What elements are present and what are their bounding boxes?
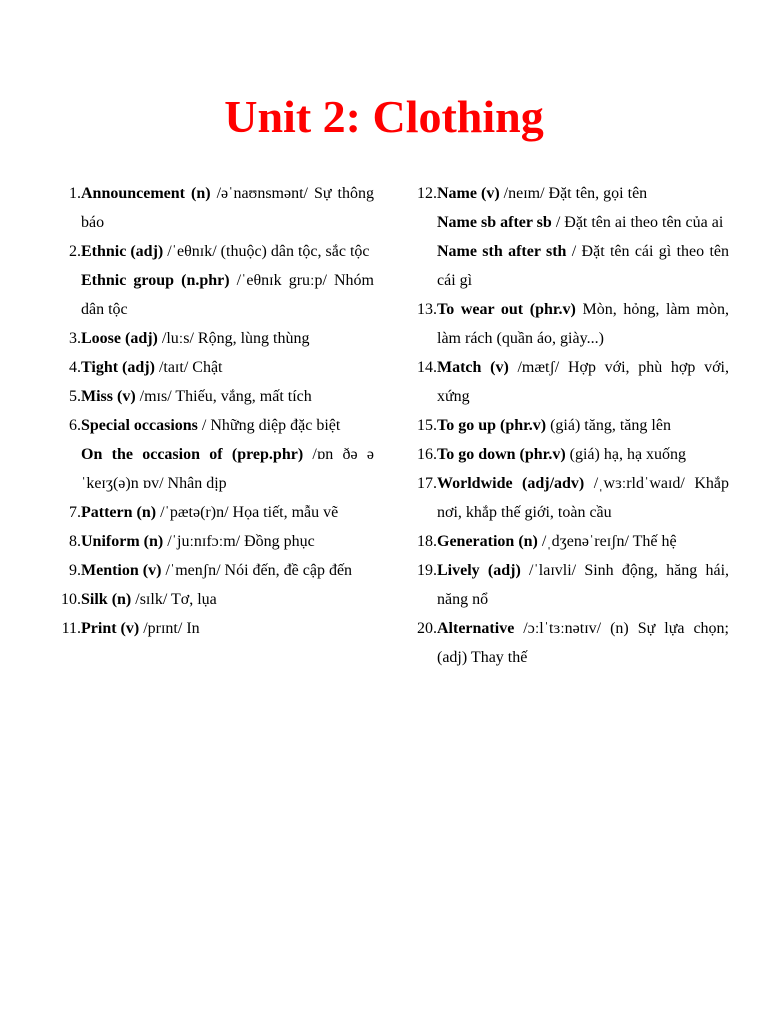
vocab-term: Ethnic (adj) <box>81 243 164 260</box>
vocab-entry <box>56 498 374 527</box>
vocab-term: Name (v) <box>437 185 500 202</box>
entry-number: 9. <box>69 562 81 579</box>
vocab-definition: /mætʃ/ Hợp với, phù hợp với, xứng <box>437 359 729 405</box>
entry-number: 5. <box>69 388 81 405</box>
vocab-term: Loose (adj) <box>81 330 158 347</box>
entry-body <box>81 498 374 527</box>
vocab-definition: / Đặt tên ai theo tên của ai <box>551 214 724 231</box>
vocab-definition: /sɪlk/ Tơ, lụa <box>131 591 217 608</box>
vocab-term: Worldwide (adj/adv) <box>437 475 585 492</box>
entry-body <box>437 353 729 411</box>
vocab-subentry <box>410 237 729 295</box>
vocab-term: Name sb after sb <box>437 214 552 231</box>
vocab-subentry <box>56 440 374 498</box>
entry-body <box>437 411 729 440</box>
vocab-entry <box>410 527 729 556</box>
vocab-term: Name sth after sth <box>437 243 567 260</box>
entry-body <box>81 179 374 237</box>
vocab-definition: Mòn, hỏng, làm mòn, làm rách (quần áo, giày...) <box>437 301 730 347</box>
vocab-entry <box>56 585 374 614</box>
entry-body <box>81 527 374 556</box>
entry-body <box>81 585 374 614</box>
vocab-subentry <box>410 208 729 237</box>
entry-number: 3. <box>69 330 81 347</box>
entry-body <box>437 556 729 614</box>
vocab-definition: /ˈjuːnɪfɔːm/ Đồng phục <box>163 533 315 550</box>
entry-number: 16. <box>417 446 437 463</box>
entry-number: 7. <box>69 504 81 521</box>
vocab-entry <box>410 440 729 469</box>
vocab-term: Alternative <box>437 620 515 637</box>
vocab-entry <box>410 295 729 353</box>
vocab-term: Pattern (n) <box>81 504 157 521</box>
entry-body <box>81 353 374 382</box>
entry-number: 14. <box>417 359 437 376</box>
entry-body <box>81 556 374 585</box>
vocab-term: To go up (phr.v) <box>437 417 547 434</box>
entry-number: 17. <box>417 475 437 492</box>
vocab-definition: /ɒn ðə əˈkeɪʒ(ə)n ɒv/ Nhân dịp <box>81 446 375 492</box>
entry-number: 8. <box>69 533 81 550</box>
entry-body <box>81 324 374 353</box>
vocab-entry <box>56 382 374 411</box>
vocab-entry <box>410 179 729 208</box>
vocab-entry <box>410 614 729 672</box>
entry-body <box>81 614 374 643</box>
entry-body <box>81 411 374 440</box>
vocab-definition: /ˌwɜːrldˈwaɪd/ Khắp nơi, khắp thế giới, toàn cầu <box>437 475 729 521</box>
vocab-term: Uniform (n) <box>81 533 164 550</box>
entry-number: 20. <box>417 620 437 637</box>
vocab-term: Lively (adj) <box>437 562 521 579</box>
entry-body <box>81 382 374 411</box>
vocab-entry <box>410 411 729 440</box>
vocab-entry <box>56 411 374 440</box>
vocab-definition: /neɪm/ Đặt tên, gọi tên <box>499 185 648 202</box>
entry-body <box>81 237 374 266</box>
vocab-subentry <box>56 266 374 324</box>
vocab-definition: / Đặt tên cái gì theo tên cái gì <box>437 243 729 289</box>
vocab-definition: /ˈmenʃn/ Nói đến, đề cập đến <box>161 562 353 579</box>
vocab-column-left <box>56 179 374 643</box>
vocab-entry <box>56 527 374 556</box>
entry-body <box>437 614 729 672</box>
vocab-definition: /ɔːlˈtɜːnətɪv/ (n) Sự lựa chọn; (adj) Thay thế <box>437 620 729 666</box>
vocab-definition: /ˈeθnɪk/ (thuộc) dân tộc, sắc tộc <box>163 243 370 260</box>
entry-body <box>437 440 729 469</box>
vocab-term: To wear out (phr.v) <box>437 301 576 318</box>
vocab-column-right <box>410 179 729 672</box>
vocab-entry <box>56 353 374 382</box>
entry-number: 13. <box>417 301 437 318</box>
vocab-definition: / Những diệp đặc biệt <box>197 417 341 434</box>
entry-body <box>437 295 729 353</box>
vocab-entry <box>56 324 374 353</box>
vocab-entry <box>56 614 374 643</box>
vocab-definition: /luːs/ Rộng, lùng thùng <box>157 330 310 347</box>
entry-number: 6. <box>69 417 81 434</box>
vocab-entry <box>56 237 374 266</box>
entry-number: 2. <box>69 243 81 260</box>
vocab-term: Generation (n) <box>437 533 538 550</box>
page-title: Unit 2: Clothing <box>224 91 544 142</box>
vocab-definition: (giá) hạ, hạ xuống <box>565 446 687 463</box>
vocab-term: Tight (adj) <box>81 359 155 376</box>
entry-number: 19. <box>417 562 437 579</box>
vocab-definition: (giá) tăng, tăng lên <box>546 417 671 434</box>
vocab-entry <box>410 469 729 527</box>
vocab-entry <box>410 556 729 614</box>
vocab-term: On the occasion of (prep.phr) <box>81 446 304 463</box>
entry-number: 10. <box>61 591 81 608</box>
vocab-entry <box>56 556 374 585</box>
vocab-entry <box>56 179 374 237</box>
vocab-term: Special occasions <box>81 417 198 434</box>
vocab-term: Ethnic group (n.phr) <box>81 272 230 289</box>
vocab-term: Mention (v) <box>81 562 162 579</box>
entry-number: 18. <box>417 533 437 550</box>
vocab-term: Match (v) <box>437 359 509 376</box>
vocab-definition: /taɪt/ Chật <box>154 359 223 376</box>
entry-body <box>437 527 729 556</box>
entry-body <box>437 469 729 527</box>
vocab-term: To go down (phr.v) <box>437 446 566 463</box>
vocab-definition: /əˈnaʊnsmənt/ Sự thông báo <box>81 185 374 231</box>
vocab-definition: /prɪnt/ In <box>139 620 200 637</box>
vocab-term: Miss (v) <box>81 388 136 405</box>
vocab-term: Print (v) <box>81 620 140 637</box>
vocab-entry <box>410 353 729 411</box>
vocab-definition: /ˌdʒenəˈreɪʃn/ Thế hệ <box>537 533 677 550</box>
entry-number: 11. <box>61 620 81 637</box>
entry-number: 12. <box>417 185 437 202</box>
entry-number: 15. <box>417 417 437 434</box>
vocab-definition: /ˈpætə(r)n/ Họa tiết, mẫu vẽ <box>156 504 339 521</box>
vocab-definition: /ˈlaɪvli/ Sinh động, hăng hái, năng nổ <box>437 562 730 608</box>
entry-number: 1. <box>69 185 81 202</box>
entry-number: 4. <box>69 359 81 376</box>
vocab-term: Announcement (n) <box>81 185 211 202</box>
vocab-definition: /mɪs/ Thiếu, vắng, mất tích <box>135 388 312 405</box>
vocab-term: Silk (n) <box>81 591 132 608</box>
entry-body <box>437 179 729 208</box>
vocab-definition: /ˈeθnɪk gruːp/ Nhóm dân tộc <box>81 272 374 318</box>
